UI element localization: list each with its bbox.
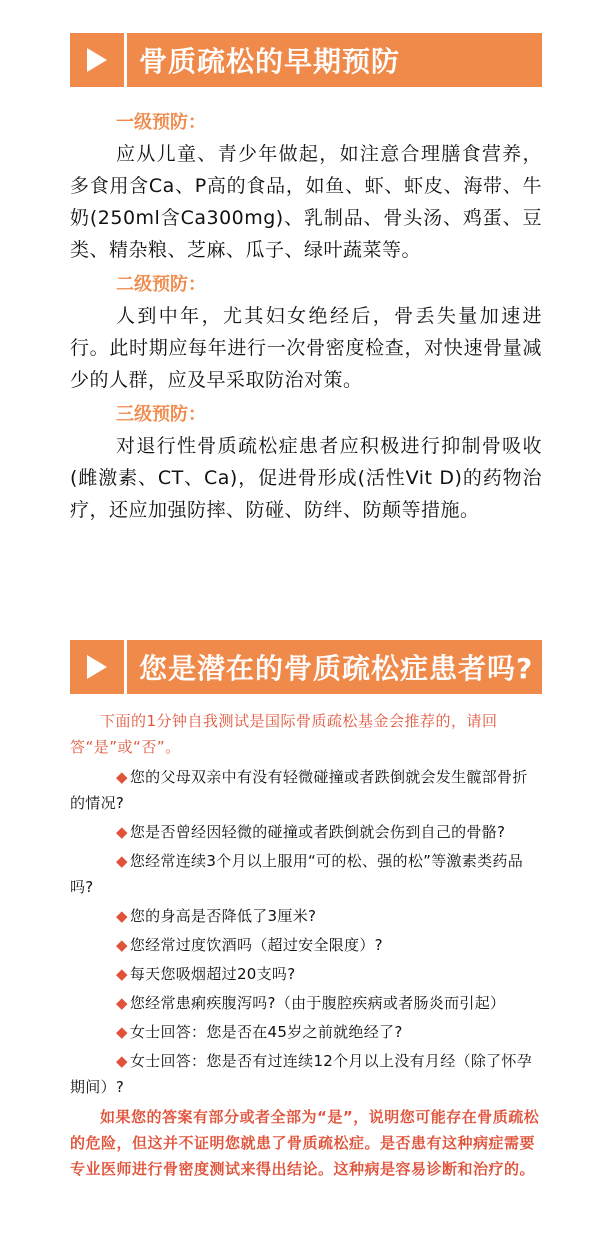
question-item — [70, 990, 542, 1016]
level2-label: 二级预防： — [116, 274, 206, 295]
question-item — [70, 1048, 542, 1100]
question-text: 您的身高是否降低了3厘米? — [129, 907, 317, 925]
question-text: 您经常连续3个月以上服用“可的松、强的松”等激素类药品吗? — [70, 852, 524, 896]
diamond-bullet-icon: ◆ — [116, 852, 128, 870]
level3-text: 对退行性骨质疏松症患者应积极进行抑制骨吸收(雌激素、CT、Ca)，促进骨形成(活性Vit D)的药物治疗，还应加强防摔、防碰、防绊、防颠等措施。 — [70, 435, 542, 521]
question-text: 每天您吸烟超过20支吗? — [129, 965, 296, 983]
question-item — [70, 932, 542, 958]
level1-label: 一级预防： — [116, 112, 206, 133]
question-text: 您是否曾经因轻微的碰撞或者跌倒就会伤到自己的骨骼? — [129, 823, 506, 841]
self-test-intro: 下面的1分钟自我测试是国际骨质疏松基金会推荐的，请回答“是”或“否”。 — [70, 712, 498, 756]
diamond-bullet-icon: ◆ — [116, 907, 128, 925]
question-text: 您经常过度饮酒吗（超过安全限度）? — [129, 936, 383, 954]
prevention-section — [70, 110, 542, 532]
question-item — [70, 764, 542, 816]
diamond-bullet-icon: ◆ — [116, 768, 128, 786]
question-item — [70, 848, 542, 900]
question-text: 女士回答：您是否在45岁之前就绝经了? — [129, 1023, 403, 1041]
section-header-self-test — [70, 640, 542, 694]
question-text: 女士回答：您是否有过连续12个月以上没有月经（除了怀孕期间）? — [70, 1052, 533, 1096]
self-test-section — [70, 708, 542, 1182]
question-item — [70, 961, 542, 987]
diamond-bullet-icon: ◆ — [116, 1052, 128, 1070]
diamond-bullet-icon: ◆ — [116, 994, 128, 1012]
diamond-bullet-icon: ◆ — [116, 823, 128, 841]
level3-label: 三级预防： — [116, 404, 206, 425]
section-title: 您是潜在的骨质疏松症患者吗? — [139, 652, 534, 685]
level2-text: 人到中年，尤其妇女绝经后，骨丢失量加速进行。此时期应每年进行一次骨密度检查，对快速骨量减少的人群，应及早采取防治对策。 — [70, 305, 542, 391]
question-item — [70, 1019, 542, 1045]
play-icon — [70, 640, 124, 694]
section-title: 骨质疏松的早期预防 — [139, 45, 401, 78]
section-header-prevention — [70, 33, 542, 87]
diamond-bullet-icon: ◆ — [116, 1023, 128, 1041]
diamond-bullet-icon: ◆ — [116, 965, 128, 983]
question-item — [70, 903, 542, 929]
diamond-bullet-icon: ◆ — [116, 936, 128, 954]
level1-text: 应从儿童、青少年做起，如注意合理膳食营养，多食用含Ca、P高的食品，如鱼、虾、虾皮、海带、牛奶(250ml含Ca300mg)、乳制品、骨头汤、鸡蛋、豆类、精杂粮、芝麻、瓜子、绿叶蔬菜等。 — [70, 143, 542, 261]
question-text: 您的父母双亲中有没有轻微碰撞或者跌倒就会发生髋部骨折的情况? — [70, 768, 528, 812]
question-text: 您经常患痢疾腹泻吗?（由于腹腔疾病或者肠炎而引起） — [129, 994, 506, 1012]
self-test-conclusion: 如果您的答案有部分或者全部为“是”，说明您可能存在骨质疏松的危险，但这并不证明您就患了骨质疏松症。是否患有这种病症需要专业医师进行骨密度测试来得出结论。这种病是容易诊断和治疗的。 — [70, 1108, 540, 1178]
question-item — [70, 819, 542, 845]
play-icon — [70, 33, 124, 87]
